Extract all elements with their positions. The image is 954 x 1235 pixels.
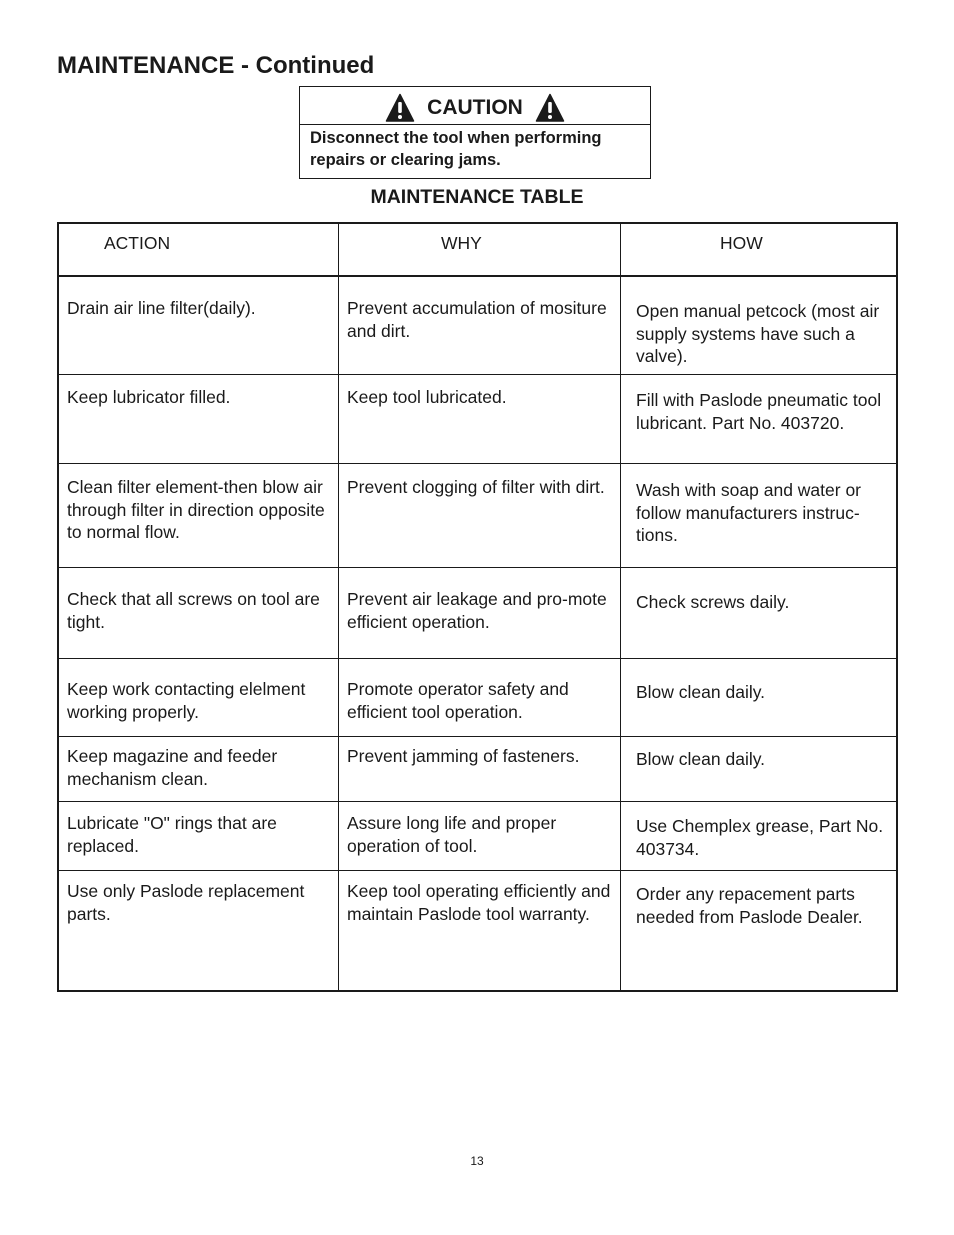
- warning-triangle-icon: [385, 93, 415, 123]
- cell-how: Use Chemplex grease, Part No. 403734.: [636, 816, 884, 859]
- cell-action: Drain air line filter(daily).: [67, 298, 256, 318]
- maintenance-table: [57, 222, 898, 992]
- header-action: ACTION: [104, 233, 171, 253]
- cell-how: Wash with soap and water or follow manufacturers instruc-tions.: [636, 480, 862, 545]
- cell-how: Fill with Paslode pneumatic tool lubricant. Part No. 403720.: [636, 390, 882, 433]
- cell-why: Prevent clogging of filter with dirt.: [347, 477, 605, 497]
- cell-action: Use only Paslode replacement parts.: [67, 881, 305, 924]
- table-title: MAINTENANCE TABLE: [370, 186, 584, 208]
- cell-how: Open manual petcock (most air supply systems have such a valve).: [636, 301, 880, 366]
- table-row: [59, 659, 896, 737]
- table-row: [59, 802, 896, 871]
- cell-action: Keep work contacting elelment working properly.: [67, 679, 306, 722]
- column-divider: [338, 224, 339, 990]
- cell-action: Keep lubricator filled.: [67, 387, 231, 407]
- table-row: [59, 568, 896, 659]
- page-number: 13: [470, 1154, 484, 1168]
- caution-text: Disconnect the tool when performing repairs or clearing jams.: [310, 129, 602, 169]
- cell-action: Check that all screws on tool are tight.: [67, 589, 320, 632]
- caution-label: CAUTION: [427, 96, 523, 119]
- cell-why: Prevent accumulation of mositure and dirt.: [347, 298, 607, 341]
- table-header-row: [59, 224, 896, 277]
- header-how: HOW: [720, 233, 763, 253]
- table-row: [59, 464, 896, 568]
- cell-why: Prevent air leakage and pro-mote efficient operation.: [347, 589, 607, 632]
- caution-header: [300, 92, 650, 124]
- table-row: [59, 277, 896, 375]
- cell-how: Check screws daily.: [636, 592, 790, 612]
- caution-divider: [300, 124, 650, 125]
- table-row: [59, 737, 896, 802]
- cell-how: Blow clean daily.: [636, 749, 766, 769]
- cell-action: Clean filter element-then blow air through filter in direction opposite to normal flow.: [67, 477, 325, 542]
- warning-triangle-icon: [535, 93, 565, 123]
- cell-why: Keep tool lubricated.: [347, 387, 507, 407]
- table-row: [59, 871, 896, 990]
- cell-why: Promote operator safety and efficient tool operation.: [347, 679, 569, 722]
- cell-action: Keep magazine and feeder mechanism clean.: [67, 746, 278, 789]
- table-row: [59, 375, 896, 464]
- cell-why: Assure long life and proper operation of tool.: [347, 813, 557, 856]
- caution-box: [299, 86, 651, 179]
- cell-how: Order any repacement parts needed from Paslode Dealer.: [636, 884, 863, 927]
- cell-action: Lubricate "O" rings that are replaced.: [67, 813, 277, 856]
- cell-how: Blow clean daily.: [636, 682, 766, 702]
- column-divider: [620, 224, 621, 990]
- cell-why: Prevent jamming of fasteners.: [347, 746, 580, 766]
- page-title: MAINTENANCE - Continued: [57, 52, 375, 79]
- header-why: WHY: [441, 233, 482, 253]
- cell-why: Keep tool operating efficiently and maintain Paslode tool warranty.: [347, 881, 611, 924]
